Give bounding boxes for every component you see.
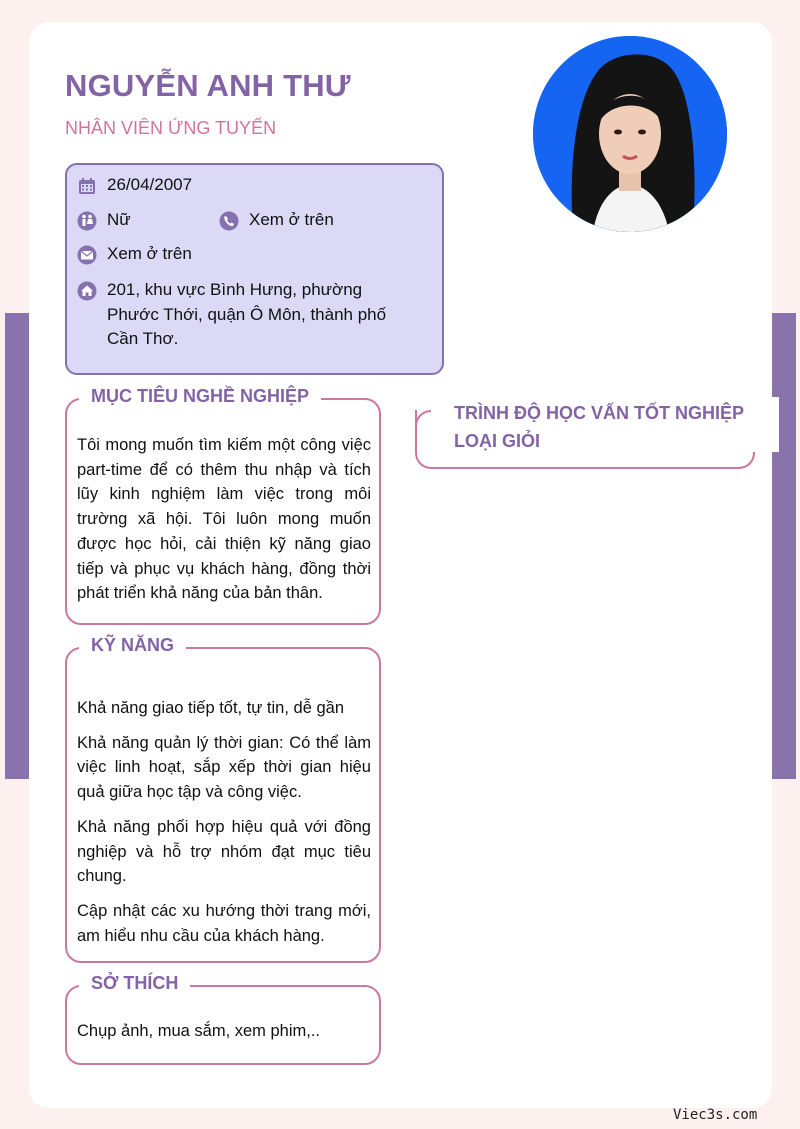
contact-phone — [219, 211, 334, 233]
skills-section — [65, 635, 381, 963]
candidate-role: NHÂN VIÊN ỨNG TUYỂN — [65, 118, 277, 138]
contact-address — [77, 281, 397, 352]
skills-title: KỸ NĂNG — [79, 635, 186, 656]
skill-item: Khả năng phối hợp hiệu quả với đồng nghiệp và hỗ trợ nhóm đạt mục tiêu chung. — [77, 817, 371, 886]
footer-watermark: Viec3s.com — [673, 1107, 758, 1123]
gender-icon — [77, 211, 97, 231]
email-text: Xem ở trên — [107, 244, 192, 263]
contact-email — [77, 245, 192, 267]
decor-band-right — [772, 313, 796, 779]
birthday-text: 26/04/2007 — [107, 175, 193, 194]
objective-section — [65, 386, 381, 625]
profile-photo — [533, 36, 727, 232]
candidate-name: NGUYỄN ANH THƯ — [65, 68, 351, 103]
phone-text: Xem ở trên — [249, 210, 334, 229]
hobbies-text: Chụp ảnh, mua sắm, xem phim,.. — [77, 1022, 321, 1040]
contact-birthday — [77, 176, 192, 198]
address-text: 201, khu vực Bình Hưng, phường Phước Thới, quận Ô Môn, thành phố Cần Thơ. — [107, 280, 387, 348]
skill-item: Khả năng quản lý thời gian: Có thể làm việc linh hoạt, sắp xếp thời gian hiệu quả giữa học tập và công việc. — [77, 733, 371, 802]
hobbies-title: SỞ THÍCH — [79, 973, 190, 994]
phone-icon — [219, 211, 239, 231]
skill-item: Khả năng giao tiếp tốt, tự tin, dễ gần — [77, 699, 344, 717]
skill-item: Cập nhật các xu hướng thời trang mới, am hiểu nhu cầu của khách hàng. — [77, 901, 371, 945]
objective-text: Tôi mong muốn tìm kiếm một công việc part-time để có thêm thu nhập và tích lũy kinh nghiệm làm việc trong môi trường xã hội. Tôi luôn mong muốn được học hỏi, cải thiện kỹ năng giao tiếp và phục vụ khách hàng, đồng thời phát triển khả năng của bản thân. — [77, 436, 371, 603]
calendar-icon — [77, 176, 97, 196]
hobbies-section — [65, 973, 381, 1065]
education-title: TRÌNH ĐỘ HỌC VẤN TỐT NGHIỆP LOẠI GIỎI — [444, 397, 779, 452]
objective-title: MỤC TIÊU NGHỀ NGHIỆP — [79, 386, 321, 407]
decor-band-left — [5, 313, 30, 779]
contact-gender — [77, 211, 131, 233]
gender-text: Nữ — [107, 210, 131, 229]
envelope-icon — [77, 245, 97, 265]
home-icon — [77, 281, 97, 301]
